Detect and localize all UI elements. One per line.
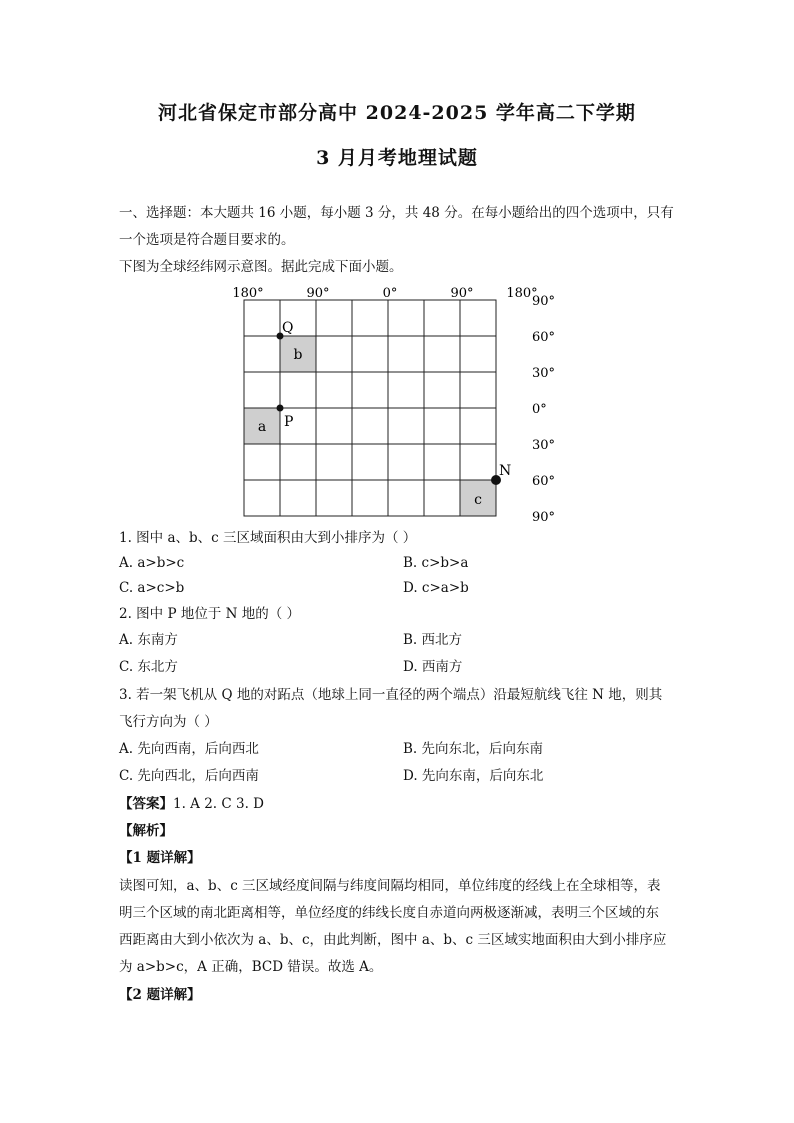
point-n-label: N: [499, 463, 512, 479]
point-q-label: Q: [282, 320, 294, 336]
analysis-q1-line4: 为 a>b>c，A 正确，BCD 错误。故选 A。: [119, 959, 383, 975]
figure-intro: 下图为全球经纬网示意图。据此完成下面小题。: [119, 259, 403, 275]
lon-label-0: 0°: [382, 286, 398, 301]
question-2-stem: 2. 图中 P 地位于 N 地的（ ）: [119, 606, 301, 622]
lat-label-30s: 30°: [532, 438, 556, 453]
lat-label-90n: 90°: [532, 294, 556, 309]
question-3-option-d: D. 先向东南，后向东北: [403, 768, 544, 784]
lon-label-90w: 90°: [306, 286, 330, 301]
answer-text: 1. A 2. C 3. D: [173, 796, 264, 812]
analysis-q1-line2: 明三个区域的南北距离相等，单位经度的纬线长度自赤道向两极逐渐减，表明三个区域的东: [119, 905, 659, 921]
lat-label-0: 0°: [532, 402, 547, 417]
lon-label-180e: 180°: [506, 286, 538, 301]
question-1-option-a: A. a>b>c: [119, 555, 185, 571]
answer-line: [119, 794, 264, 814]
question-1-stem: 1. 图中 a、b、c 三区域面积由大到小排序为（ ）: [119, 530, 417, 546]
region-c-label: c: [474, 492, 482, 508]
region-a-label: a: [257, 419, 267, 435]
section-instruction-line1: 一、选择题：本大题共 16 小题，每小题 3 分，共 48 分。在每小题给出的四个选项中，只有: [119, 205, 674, 221]
lat-label-60s: 60°: [532, 474, 556, 489]
region-b-label: b: [293, 347, 303, 363]
question-3-stem-line2: 飞行方向为（ ）: [119, 714, 218, 730]
question-1-option-b: B. c>b>a: [403, 555, 469, 571]
point-p: [277, 405, 284, 412]
question-2-option-b: B. 西北方: [403, 632, 463, 648]
analysis-q1-line1: 读图可知，a、b、c 三区域经度间隔与纬度间隔均相同，单位纬度的经线上在全球相等，表: [119, 878, 661, 894]
question-3-option-b: B. 先向东北，后向东南: [403, 741, 544, 757]
lon-label-90e: 90°: [450, 286, 474, 301]
answer-label: 【答案】: [119, 796, 173, 812]
lat-label-60n: 60°: [532, 330, 556, 345]
lon-label-180w: 180°: [232, 286, 264, 301]
question-2-option-c: C. 东北方: [119, 659, 178, 675]
question-3-option-c: C. 先向西北，后向西南: [119, 768, 259, 784]
lat-label-30n: 30°: [532, 366, 556, 381]
section-instruction-line2: 一个选项是符合题目要求的。: [119, 232, 295, 248]
question-3-stem-line1: 3. 若一架飞机从 Q 地的对跖点（地球上同一直径的两个端点）沿最短航线飞往 N 地，则其: [119, 687, 663, 703]
question-2-option-d: D. 西南方: [403, 659, 463, 675]
point-p-label: P: [284, 414, 294, 430]
lat-label-90s: 90°: [532, 510, 556, 525]
document-title-line2: 3 月月考地理试题: [316, 147, 478, 169]
analysis-q1-line3: 西距离由大到小依次为 a、b、c，由此判断，图中 a、b、c 三区域实地面积由大到小排序应: [119, 932, 667, 948]
analysis-q1-label: 【1 题详解】: [119, 850, 201, 866]
question-2-option-a: A. 东南方: [119, 632, 178, 648]
analysis-label: 【解析】: [119, 823, 173, 839]
graticule-svg: [228, 281, 568, 525]
document-title-line1: 河北省保定市部分高中 2024-2025 学年高二下学期: [158, 102, 636, 124]
question-3-option-a: A. 先向西南，后向西北: [119, 741, 259, 757]
question-1-option-c: C. a>c>b: [119, 580, 185, 596]
question-1-option-d: D. c>a>b: [403, 580, 469, 596]
analysis-q2-label: 【2 题详解】: [119, 987, 201, 1003]
graticule-figure: [228, 281, 568, 529]
